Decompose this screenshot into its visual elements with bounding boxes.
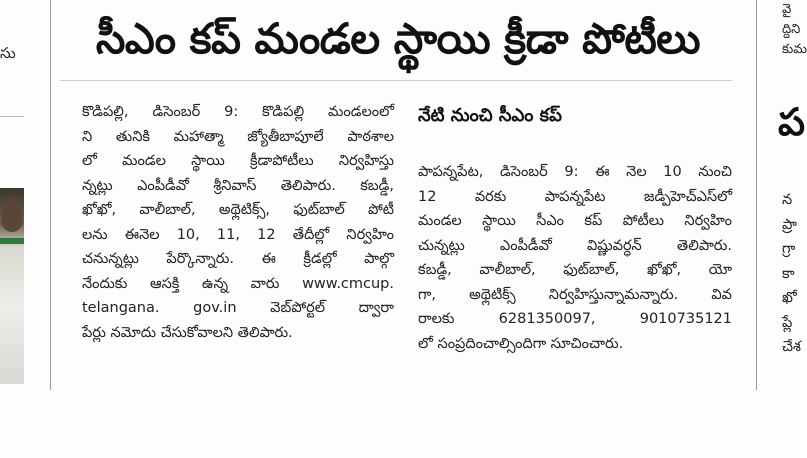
- right-fragment-line: వై: [782, 2, 792, 17]
- article-line: లను ఈనెల 10, 11, 12 తేదీల్లో నిర్వహిం: [82, 226, 394, 243]
- article-line: పాపన్నపేట, డిసెంబర్ 9: ఈ నెల 10 నుంచి: [418, 164, 732, 180]
- article-line: 12 వరకు పాపన్నపేట జడ్పీహెచ్ఎస్‌లో: [418, 188, 732, 205]
- article-line: చనున్నట్లు పేర్కొన్నారు. ఈ క్రీడల్లో పాల్గొ: [82, 251, 394, 267]
- column-divider-right: [756, 0, 757, 390]
- right-fragment-line: ప్రా: [782, 216, 797, 233]
- left-divider: [0, 116, 24, 117]
- left-neighbor-column: [0, 0, 32, 390]
- article-papannapet-body: [418, 160, 732, 356]
- right-fragment-line: గ్రా: [782, 241, 796, 257]
- right-fragment-line: చేశ: [782, 339, 801, 355]
- article-line: ని తునికి మహాత్మా జ్యోతీబాపూలే పాఠశాల: [82, 128, 394, 145]
- article-line: రాలకు 6281350097, 9010735121: [418, 311, 732, 327]
- article-line: న్నట్లు ఎంపీడీవో శ్రీనివాస్ తెలిపారు. కబడ్డీ,: [82, 177, 394, 194]
- right-top-fragment: [782, 0, 807, 60]
- article-line: లో సంప్రదించాల్సిందిగా సూచించారు.: [418, 335, 624, 352]
- right-headline-fragment: ప: [778, 100, 806, 144]
- article-line: నేందుకు ఆసక్తి ఉన్న వారు www.cmcup.: [82, 275, 394, 292]
- right-fragment-line: ఖో: [782, 290, 797, 306]
- right-body-fragment: [782, 188, 801, 360]
- article-headline: సీఎం కప్ మండల స్థాయి క్రీడా పోటీలు: [95, 14, 701, 63]
- article-papannapet-subheading: నేటి నుంచి సీఎం కప్: [418, 105, 562, 126]
- column-divider-left: [50, 0, 51, 390]
- article-line: మండల స్థాయి సీఎం కప్ పోటీలు నిర్వహిం: [418, 213, 732, 229]
- headline-divider: [60, 80, 732, 81]
- article-line: telangana. gov.in వెబ్‌పోర్టల్ ద్వారా: [82, 300, 394, 316]
- left-photo-fragment: [0, 188, 24, 384]
- photo-collar: [0, 238, 24, 244]
- article-line: ఖోఖో, వాలీబాల్, అథ్లెటిక్స్, ఫుట్‌బాల్ పోటీ: [82, 202, 394, 218]
- right-fragment-line: కా: [782, 265, 795, 282]
- article-line: గా, అథ్లెటిక్స్ నిర్వహిస్తున్నామన్నారు. వివ: [418, 286, 732, 303]
- article-line: చున్నట్లు ఎంపీడీవో విష్ణువర్ధన్ తెలిపారు.: [418, 237, 732, 254]
- article-line: కబడ్డీ, వాలీబాల్, ఫుట్‌బాల్, ఖోఖో, యో: [418, 262, 732, 278]
- right-fragment-line: ద్దిని: [782, 22, 801, 37]
- article-line: కొడిపల్లి, డిసెంబర్ 9: కొడిపల్లి మండలంలో: [82, 104, 394, 120]
- article-line: పేర్లు నమోదు చేసుకోవాలని తెలిపారు.: [82, 324, 293, 341]
- article-line: లో మండల స్థాయి క్రీడాపోటీలు నిర్వహిస్తు: [82, 153, 394, 169]
- right-fragment-line: కుమ: [782, 42, 807, 57]
- right-neighbor-column: [766, 0, 807, 400]
- right-fragment-line: ప్లే: [782, 314, 793, 331]
- article-kodipalli-body: [82, 100, 394, 345]
- photo-face: [2, 198, 22, 232]
- right-fragment-line: న: [782, 192, 793, 208]
- left-text-fragment: సు: [0, 44, 16, 62]
